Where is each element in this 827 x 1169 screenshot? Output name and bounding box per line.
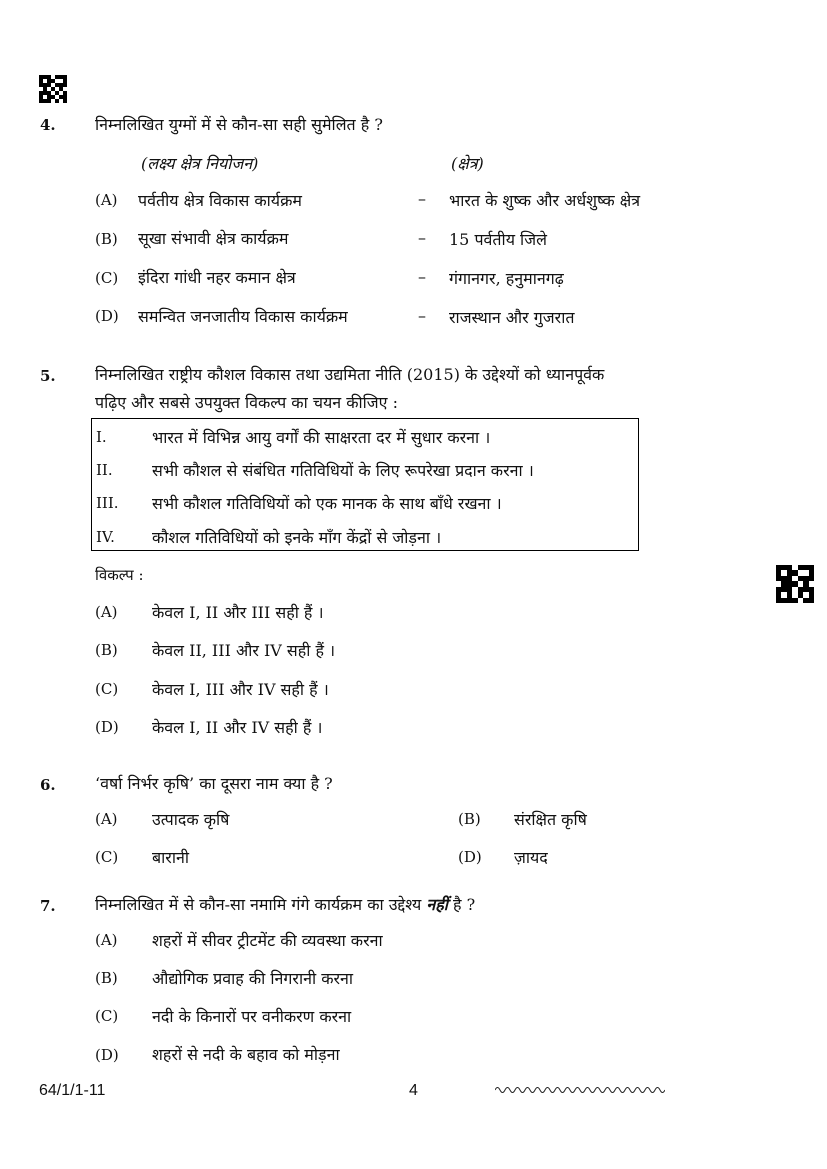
q5-statement-4-roman: IV. — [96, 528, 115, 546]
q4-column-heading-right: (क्षेत्र) — [451, 154, 484, 173]
q6-option-c-text: बारानी — [152, 848, 189, 867]
q5-statement-2-roman: II. — [96, 461, 113, 479]
q6-option-b-text: संरक्षित कृषि — [514, 810, 587, 829]
question-5-text-line2: पढ़िए और सबसे उपयुक्त विकल्प का चयन कीजिए : — [95, 393, 399, 412]
q5-statement-1-roman: I. — [96, 428, 107, 446]
q6-option-b-label: (B) — [458, 810, 481, 828]
q5-option-b-label: (B) — [95, 641, 118, 659]
q4-option-c-dash: – — [418, 267, 426, 286]
q4-column-heading-left: (लक्ष्य क्षेत्र नियोजन) — [141, 154, 259, 173]
q5-option-a-text: केवल I, II और III सही हैं । — [152, 603, 324, 622]
q4-option-c-left: इंदिरा गांधी नहर कमान क्षेत्र — [138, 268, 296, 287]
q4-option-c-right: गंगानगर, हनुमानगढ़ — [449, 269, 564, 288]
q4-option-a-right: भारत के शुष्क और अर्धशुष्क क्षेत्र — [449, 191, 641, 210]
q4-option-d-left: समन्वित जनजातीय विकास कार्यक्रम — [138, 307, 348, 326]
q5-statement-3-roman: III. — [96, 494, 119, 512]
q7-option-d-text: शहरों से नदी के बहाव को मोड़ना — [152, 1045, 340, 1064]
squiggle-decoration — [495, 1085, 665, 1095]
q5-option-d-label: (D) — [95, 718, 119, 736]
q6-option-d-text: ज़ायद — [514, 848, 548, 867]
question-7-text-end: है ? — [453, 895, 476, 914]
q4-option-a-dash: – — [418, 189, 426, 208]
q7-option-c-text: नदी के किनारों पर वनीकरण करना — [152, 1007, 352, 1026]
qr-code-side — [776, 565, 814, 603]
q5-option-c-label: (C) — [95, 680, 119, 698]
question-5-text-line1: निम्नलिखित राष्ट्रीय कौशल विकास तथा उद्यमिता नीति (2015) के उद्देश्यों को ध्यानपूर्वक — [95, 365, 605, 384]
q4-option-b-right: 15 पर्वतीय जिले — [449, 230, 547, 249]
question-7-number: 7. — [40, 897, 56, 915]
q7-option-c-label: (C) — [95, 1007, 119, 1025]
q7-option-b-text: औद्योगिक प्रवाह की निगरानी करना — [152, 969, 354, 988]
question-7-emphasis: नहीं — [426, 895, 448, 914]
q5-statement-1-text: भारत में विभिन्न आयु वर्गों की साक्षरता दर में सुधार करना । — [152, 428, 491, 447]
q6-option-d-label: (D) — [458, 848, 482, 866]
q5-statement-4-text: कौशल गतिविधियों को इनके माँग केंद्रों से जोड़ना । — [152, 528, 442, 547]
question-4-number: 4. — [40, 116, 56, 134]
q4-option-a-label: (A) — [95, 191, 118, 209]
q5-option-b-text: केवल II, III और IV सही हैं । — [152, 641, 336, 660]
q4-option-d-right: राजस्थान और गुजरात — [449, 308, 575, 327]
q5-statement-2-text: सभी कौशल से संबंधित गतिविधियों के लिए रूपरेखा प्रदान करना । — [152, 461, 534, 480]
q4-option-b-label: (B) — [95, 230, 118, 248]
q6-option-c-label: (C) — [95, 848, 119, 866]
q4-option-c-label: (C) — [95, 269, 119, 287]
q7-option-b-label: (B) — [95, 969, 118, 987]
question-4-text: निम्नलिखित युग्मों में से कौन-सा सही सुमेलित है ? — [95, 115, 383, 134]
q7-option-a-label: (A) — [95, 931, 118, 949]
q4-option-d-dash: – — [418, 306, 426, 325]
q4-option-b-dash: – — [418, 228, 426, 247]
page-number: 4 — [409, 1082, 418, 1099]
question-6-number: 6. — [40, 776, 56, 794]
q5-option-c-text: केवल I, III और IV सही हैं । — [152, 680, 329, 699]
q4-option-a-left: पर्वतीय क्षेत्र विकास कार्यक्रम — [138, 191, 302, 210]
question-7-text-start: निम्नलिखित में से कौन-सा नमामि गंगे कार्यक्रम का उद्देश्य — [95, 895, 422, 914]
q5-option-a-label: (A) — [95, 603, 118, 621]
question-5-number: 5. — [40, 367, 56, 385]
qr-code-top — [39, 75, 67, 103]
q7-option-d-label: (D) — [95, 1046, 119, 1064]
q5-options-label: विकल्प : — [95, 566, 144, 584]
q5-option-d-text: केवल I, II और IV सही हैं । — [152, 718, 323, 737]
q4-option-d-label: (D) — [95, 307, 119, 325]
q6-option-a-label: (A) — [95, 810, 118, 828]
q6-option-a-text: उत्पादक कृषि — [152, 810, 230, 829]
q7-option-a-text: शहरों में सीवर ट्रीटमेंट की व्यवस्था करना — [152, 931, 383, 950]
question-7-text — [95, 893, 475, 915]
question-6-text: ‘वर्षा निर्भर कृषि’ का दूसरा नाम क्या है ? — [95, 774, 333, 793]
q4-option-b-left: सूखा संभावी क्षेत्र कार्यक्रम — [138, 229, 289, 248]
q5-statement-3-text: सभी कौशल गतिविधियों को एक मानक के साथ बाँधे रखना । — [152, 494, 502, 513]
paper-code: 64/1/1-11 — [39, 1082, 106, 1099]
